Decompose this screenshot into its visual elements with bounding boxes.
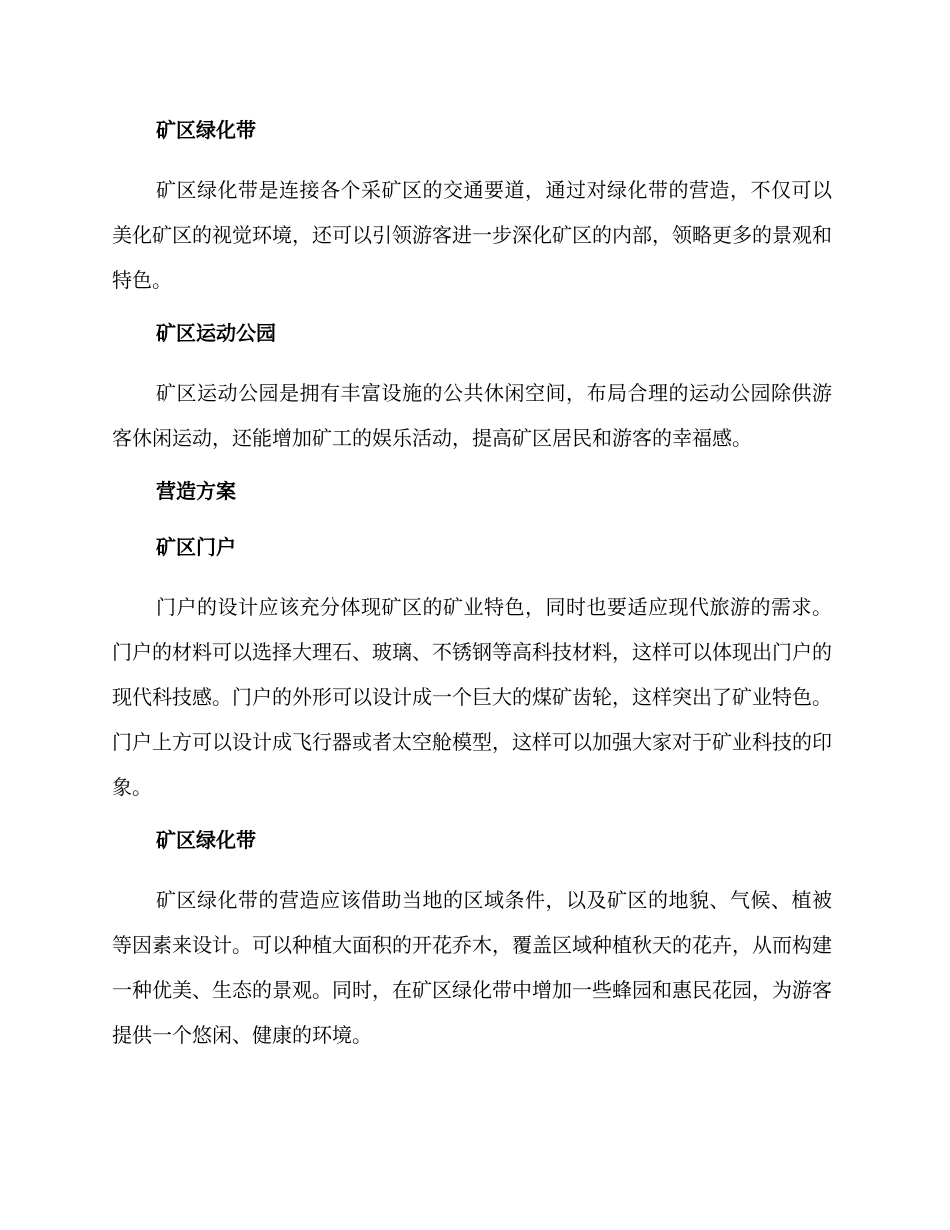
document-page [112, 112, 832, 1070]
body-paragraph: 矿区绿化带的营造应该借助当地的区域条件，以及矿区的地貌、气候、植被等因素来设计。可以种植大面积的开花乔木，覆盖区域种植秋天的花卉，从而构建一种优美、生态的景观。同时，在矿区绿化带中增加一些蜂园和惠民花园，为游客提供一个悠闲、健康的环境。 [112, 888, 832, 1047]
body-paragraph: 矿区绿化带是连接各个采矿区的交通要道，通过对绿化带的营造，不仅可以美化矿区的视觉环境，还可以引领游客进一步深化矿区的内部，领略更多的景观和特色。 [112, 178, 832, 292]
body-paragraph: 门户的设计应该充分体现矿区的矿业特色，同时也要适应现代旅游的需求。门户的材料可以选择大理石、玻璃、不锈钢等高科技材料，这样可以体现出门户的现代科技感。门户的外形可以设计成一个巨大的煤矿齿轮，这样突出了矿业特色。门户上方可以设计成飞行器或者太空舱模型，这样可以加强大家对于矿业科技的印象。 [112, 595, 832, 799]
section-heading: 营造方案 [156, 479, 236, 503]
section-heading: 矿区门户 [156, 535, 236, 559]
body-paragraph: 矿区运动公园是拥有丰富设施的公共休闲空间，布局合理的运动公园除供游客休闲运动，还能增加矿工的娱乐活动，提高矿区居民和游客的幸福感。 [112, 381, 832, 450]
section-heading: 矿区绿化带 [156, 828, 256, 852]
section-heading: 矿区绿化带 [156, 118, 256, 142]
section-heading: 矿区运动公园 [156, 321, 276, 345]
